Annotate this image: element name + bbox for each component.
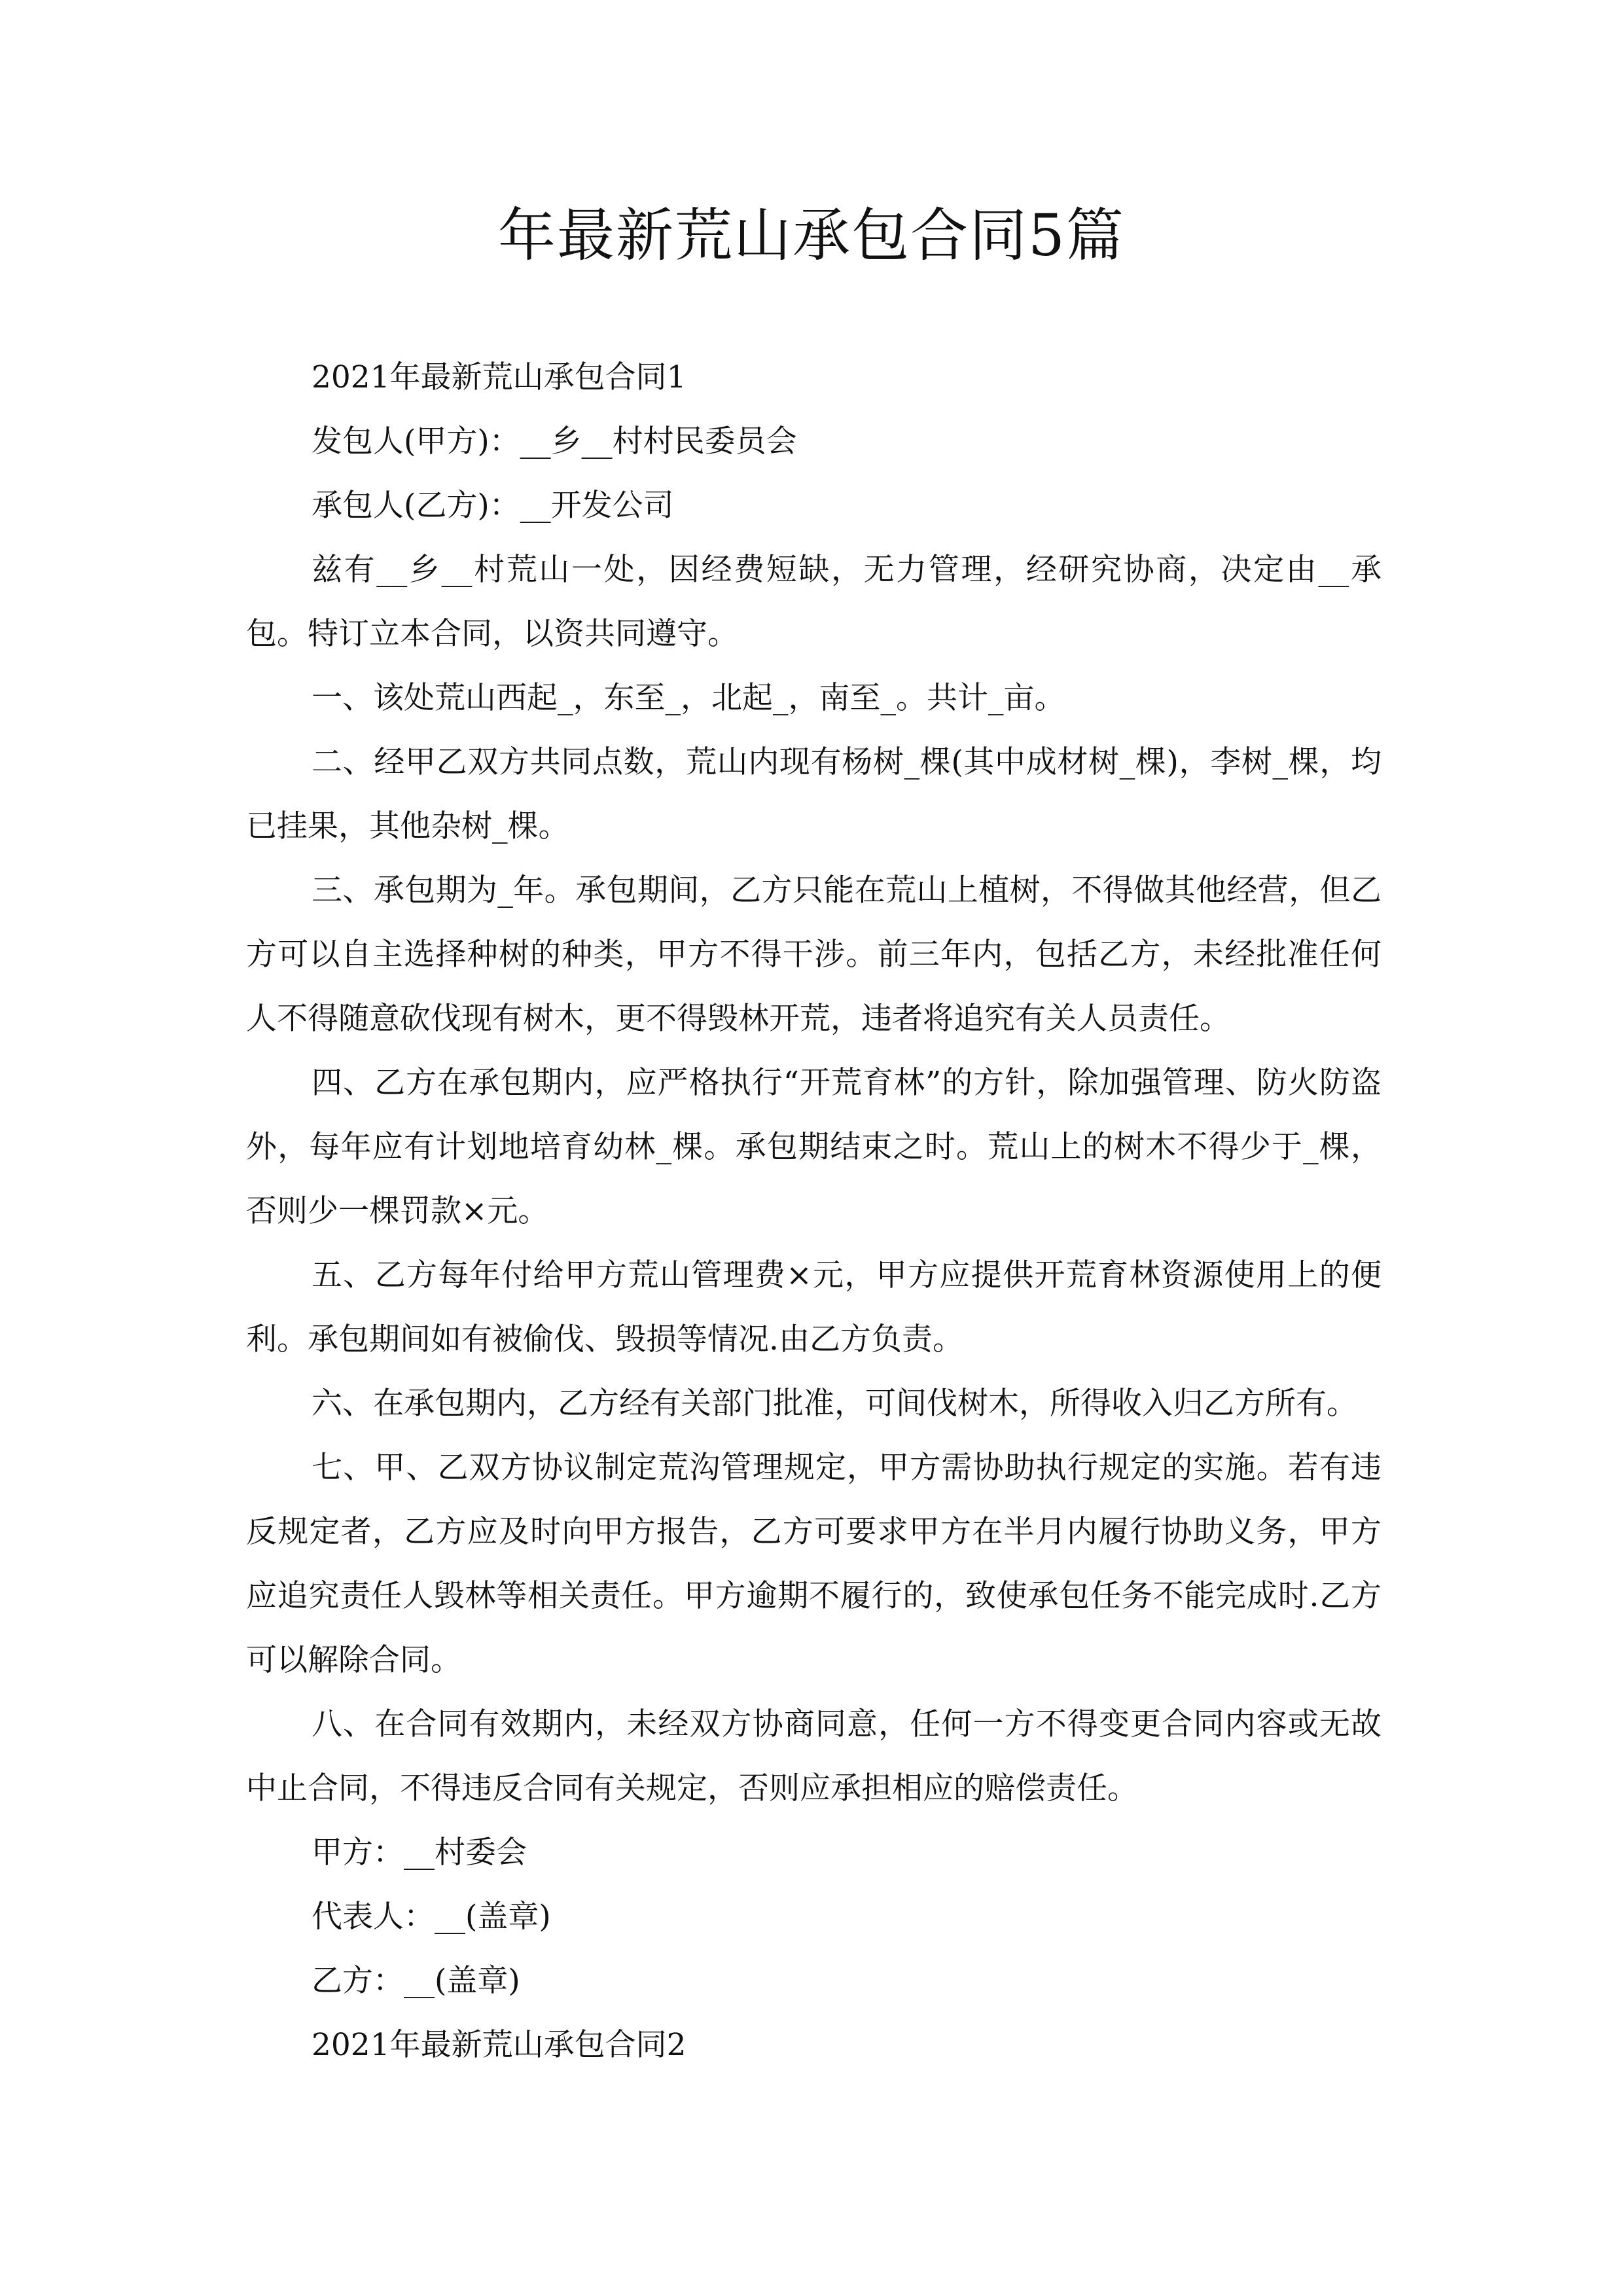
clause-1: 一、该处荒山西起_，东至_，北起_，南至_。共计_亩。	[312, 680, 1065, 716]
contract-heading-1: 2021年最新荒山承包合同1	[312, 359, 687, 395]
signature-party-b: 乙方：__(盖章)	[312, 1963, 520, 1999]
preamble-paragraph: 兹有__乡__村荒山一处，因经费短缺，无力管理，经研究协商，决定由__承包。特订立本合同，以资共同遵守。	[246, 552, 1382, 652]
clause-5: 五、乙方每年付给甲方荒山管理费×元，甲方应提供开荒育林资源使用上的便利。承包期间如有被偷伐、毁损等情况.由乙方负责。	[246, 1257, 1382, 1357]
clause-8: 八、在合同有效期内，未经双方协商同意，任何一方不得变更合同内容或无故中止合同，不得违反合同有关规定，否则应承担相应的赔偿责任。	[246, 1706, 1382, 1806]
party-b-line: 承包人(乙方)：__开发公司	[312, 488, 674, 524]
party-a-line: 发包人(甲方)：__乡__村村民委员会	[312, 423, 797, 459]
clause-2: 二、经甲乙双方共同点数，荒山内现有杨树_棵(其中成材树_棵)，李树_棵，均已挂果，其他杂树_棵。	[246, 744, 1382, 844]
document-body	[246, 346, 1382, 2077]
signature-party-a: 甲方：__村委会	[312, 1835, 527, 1871]
clause-6: 六、在承包期内，乙方经有关部门批准，可间伐树木，所得收入归乙方所有。	[312, 1386, 1357, 1422]
clause-4: 四、乙方在承包期内，应严格执行“开荒育林”的方针，除加强管理、防火防盗外，每年应有计划地培育幼林_棵。承包期结束之时。荒山上的树木不得少于_棵，否则少一棵罚款×元。	[246, 1065, 1382, 1229]
contract-heading-2: 2021年最新荒山承包合同2	[312, 2027, 687, 2063]
clause-3: 三、承包期为_年。承包期间，乙方只能在荒山上植树，不得做其他经营，但乙方可以自主选择种树的种类，甲方不得干涉。前三年内，包括乙方，未经批准任何人不得随意砍伐现有树木，更不得毁林开荒，违者将追究有关人员责任。	[246, 872, 1382, 1037]
document-title: 年最新荒山承包合同5篇	[498, 202, 1125, 269]
clause-7: 七、甲、乙双方协议制定荒沟管理规定，甲方需协助执行规定的实施。若有违反规定者，乙方应及时向甲方报告，乙方可要求甲方在半月内履行协助义务，甲方应追究责任人毁林等相关责任。甲方逾期不履行的，致使承包任务不能完成时.乙方可以解除合同。	[246, 1450, 1382, 1678]
signature-representative: 代表人：__(盖章)	[312, 1899, 551, 1935]
